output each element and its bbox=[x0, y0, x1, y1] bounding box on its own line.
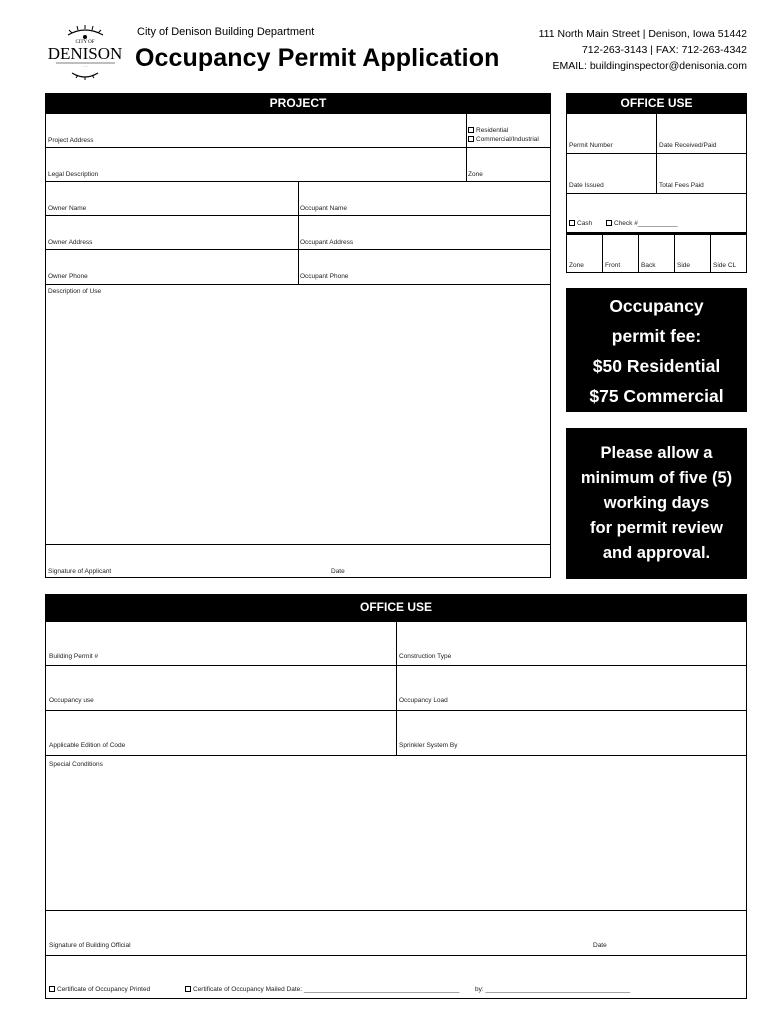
street-address: 111 North Main Street | Denison, Iowa 51442 bbox=[538, 28, 747, 40]
department-name: City of Denison Building Department bbox=[137, 26, 315, 38]
cert-mailed-checkbox[interactable] bbox=[185, 986, 459, 993]
notice-line-1: Please allow a bbox=[600, 444, 713, 462]
front-setback-field[interactable]: Front bbox=[605, 262, 621, 269]
notice-line-5: and approval. bbox=[602, 544, 711, 562]
special-conditions-field[interactable]: Special Conditions bbox=[49, 761, 103, 768]
office-use-side-heading: OFFICE USE bbox=[566, 93, 747, 113]
city-logo bbox=[48, 25, 123, 81]
check-checkbox[interactable] bbox=[606, 220, 678, 227]
cash-label: Cash bbox=[577, 220, 593, 227]
phone-fax: 712-263-3143 | FAX: 712-263-4342 bbox=[581, 44, 747, 56]
building-permit-field[interactable]: Building Permit # bbox=[49, 653, 99, 660]
notice-line-2: minimum of five (5) bbox=[580, 469, 733, 487]
date-received-field[interactable]: Date Received/Paid bbox=[659, 142, 717, 149]
svg-text:CITY OF: CITY OF bbox=[75, 40, 95, 45]
residential-checkbox[interactable] bbox=[468, 127, 508, 134]
occupant-name-field[interactable]: Occupant Name bbox=[300, 205, 347, 212]
commercial-checkbox[interactable] bbox=[468, 136, 539, 143]
fee-line-1: Occupancy bbox=[609, 296, 704, 316]
back-setback-field[interactable]: Back bbox=[641, 262, 656, 269]
notice-line-4: for permit review bbox=[590, 519, 723, 537]
occupant-address-field[interactable]: Occupant Address bbox=[300, 239, 354, 246]
total-fees-field[interactable]: Total Fees Paid bbox=[659, 182, 704, 189]
svg-text:· · ·: · · · bbox=[82, 64, 88, 69]
review-notice-box bbox=[566, 428, 747, 579]
residential-label: Residential bbox=[476, 127, 509, 134]
checkbox-icon bbox=[606, 220, 612, 226]
cert-mailed-label: Certificate of Occupancy Mailed Date: ___________________________________________ bbox=[193, 986, 460, 993]
applicant-signature-field[interactable]: Signature of Applicant bbox=[48, 568, 112, 575]
page-title: Occupancy Permit Application bbox=[135, 44, 500, 72]
cash-checkbox[interactable] bbox=[569, 220, 592, 227]
occupancy-load-field[interactable]: Occupancy Load bbox=[399, 697, 448, 704]
mailed-by-field[interactable]: by: ________________________________________ bbox=[475, 986, 631, 993]
description-of-use-field[interactable]: Description of Use bbox=[48, 288, 102, 295]
office-use-bottom-heading: OFFICE USE bbox=[45, 594, 747, 621]
side-setback-field[interactable]: Side bbox=[677, 262, 691, 269]
sprinkler-system-field[interactable]: Sprinkler System By bbox=[399, 742, 458, 749]
owner-name-field[interactable]: Owner Name bbox=[48, 205, 87, 212]
fee-line-2: permit fee: bbox=[611, 326, 702, 346]
owner-phone-field[interactable]: Owner Phone bbox=[48, 273, 88, 280]
checkbox-icon bbox=[185, 986, 191, 992]
checkbox-icon bbox=[49, 986, 55, 992]
owner-address-field[interactable]: Owner Address bbox=[48, 239, 93, 246]
zone-field[interactable]: Zone bbox=[468, 171, 483, 178]
cert-printed-checkbox[interactable] bbox=[49, 986, 150, 993]
checkbox-icon bbox=[468, 127, 474, 133]
permit-number-field[interactable]: Permit Number bbox=[569, 142, 613, 149]
contact-info bbox=[539, 26, 747, 74]
project-address-field[interactable]: Project Address bbox=[48, 137, 94, 144]
legal-description-field[interactable]: Legal Description bbox=[48, 171, 99, 178]
official-signature-field[interactable]: Signature of Building Official bbox=[49, 942, 131, 949]
checkbox-icon bbox=[468, 136, 474, 142]
cert-printed-label: Certificate of Occupancy Printed bbox=[57, 986, 151, 993]
side-cl-setback-field[interactable]: Side CL bbox=[713, 262, 737, 269]
commercial-label: Commercial/Industrial bbox=[476, 136, 539, 143]
occupant-phone-field[interactable]: Occupant Phone bbox=[300, 273, 349, 280]
fee-notice-box bbox=[566, 288, 747, 412]
email: EMAIL: buildinginspector@denisonia.com bbox=[552, 60, 747, 72]
check-label: Check #___________ bbox=[614, 220, 678, 227]
zone-setback-field[interactable]: Zone bbox=[569, 262, 584, 269]
svg-text:DENISON: DENISON bbox=[48, 44, 123, 63]
official-date-field[interactable]: Date bbox=[593, 942, 607, 949]
notice-line-3: working days bbox=[603, 494, 710, 512]
applicant-date-field[interactable]: Date bbox=[331, 568, 345, 575]
fee-commercial: $75 Commercial bbox=[589, 386, 724, 406]
date-issued-field[interactable]: Date Issued bbox=[569, 182, 604, 189]
fee-residential: $50 Residential bbox=[592, 356, 721, 376]
construction-type-field[interactable]: Construction Type bbox=[399, 653, 452, 660]
checkbox-icon bbox=[569, 220, 575, 226]
occupancy-use-field[interactable]: Occupancy use bbox=[49, 697, 94, 704]
edition-of-code-field[interactable]: Applicable Edition of Code bbox=[49, 742, 126, 749]
project-heading: PROJECT bbox=[45, 93, 551, 113]
